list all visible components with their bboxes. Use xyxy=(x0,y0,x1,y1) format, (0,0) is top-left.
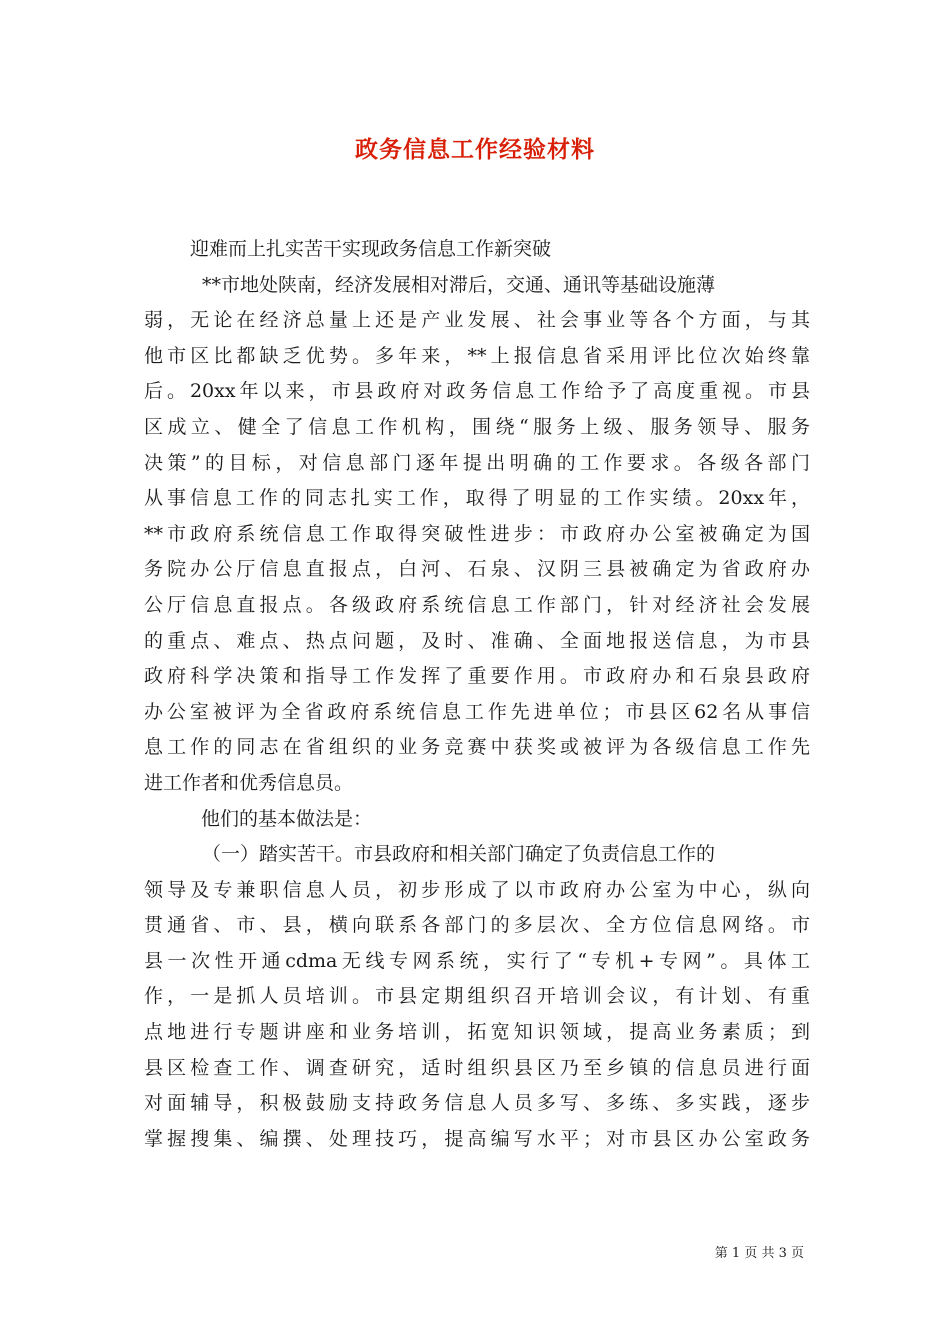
paragraph-line: 息工作的同志在省组织的业务竞赛中获奖或被评为各级信息工作先 xyxy=(144,736,810,759)
paragraph-line: 点地进行专题讲座和业务培训，拓宽知识领域，提高业务素质；到 xyxy=(144,1021,810,1044)
paragraph-line: 的重点、难点、热点问题，及时、准确、全面地报送信息，为市县 xyxy=(144,629,810,652)
paragraph-line: 他市区比都缺乏优势。多年来，**上报信息省采用评比位次始终靠 xyxy=(144,344,810,367)
paragraph-line: 政府科学决策和指导工作发挥了重要作用。市政府办和石泉县政府 xyxy=(144,665,810,688)
paragraph-line: 贯通省、市、县，横向联系各部门的多层次、全方位信息网络。市 xyxy=(144,914,810,937)
paragraph-line: 进工作者和优秀信息员。 xyxy=(144,771,354,794)
paragraph-line: 从事信息工作的同志扎实工作，取得了明显的工作实绩。20xx年， xyxy=(144,487,810,510)
paragraph-line: 县一次性开通cdma无线专网系统，实行了“专机+专网”。具体工 xyxy=(144,949,810,972)
document-title: 政务信息工作经验材料 xyxy=(355,136,595,163)
paragraph-line: 后。20xx年以来，市县政府对政务信息工作给予了高度重视。市县 xyxy=(144,380,810,403)
paragraph-line: （一）踏实苦干。市县政府和相关部门确定了负责信息工作的 xyxy=(202,843,716,866)
paragraph-line: **市地处陕南，经济发展相对滞后，交通、通讯等基础设施薄 xyxy=(202,273,716,296)
paragraph-1 xyxy=(144,268,810,802)
paragraph-line: 对面辅导，积极鼓励支持政务信息人员多写、多练、多实践，逐步 xyxy=(144,1092,810,1115)
paragraph-line: 区成立、健全了信息工作机构，围绕“服务上级、服务领导、服务 xyxy=(144,415,810,438)
paragraph-line: 县区检查工作、调查研究，适时组织县区乃至乡镇的信息员进行面 xyxy=(144,1056,810,1079)
paragraph-2: 他们的基本做法是： xyxy=(201,807,373,830)
paragraph-3 xyxy=(144,837,810,1157)
paragraph-line: 办公室被评为全省政府系统信息工作先进单位；市县区62名从事信 xyxy=(144,700,810,723)
paragraph-line: 掌握搜集、编撰、处理技巧，提高编写水平；对市县区办公室政务 xyxy=(144,1127,810,1150)
paragraph-line: **市政府系统信息工作取得突破性进步：市政府办公室被确定为国 xyxy=(144,522,810,545)
paragraph-line: 作，一是抓人员培训。市县定期组织召开培训会议，有计划、有重 xyxy=(144,985,810,1008)
document-body xyxy=(144,232,810,1157)
paragraph-line: 领导及专兼职信息人员，初步形成了以市政府办公室为中心，纵向 xyxy=(144,878,810,901)
paragraph-line: 决策”的目标，对信息部门逐年提出明确的工作要求。各级各部门 xyxy=(144,451,810,474)
paragraph-line: 公厅信息直报点。各级政府系统信息工作部门，针对经济社会发展 xyxy=(144,593,810,616)
document-subtitle: 迎难而上扎实苦干实现政务信息工作新突破 xyxy=(190,238,552,260)
page-number: 第 1 页 共 3 页 xyxy=(714,1246,804,1261)
paragraph-line: 务院办公厅信息直报点，白河、石泉、汉阴三县被确定为省政府办 xyxy=(144,558,810,581)
paragraph-line: 弱，无论在经济总量上还是产业发展、社会事业等各个方面，与其 xyxy=(144,309,810,332)
